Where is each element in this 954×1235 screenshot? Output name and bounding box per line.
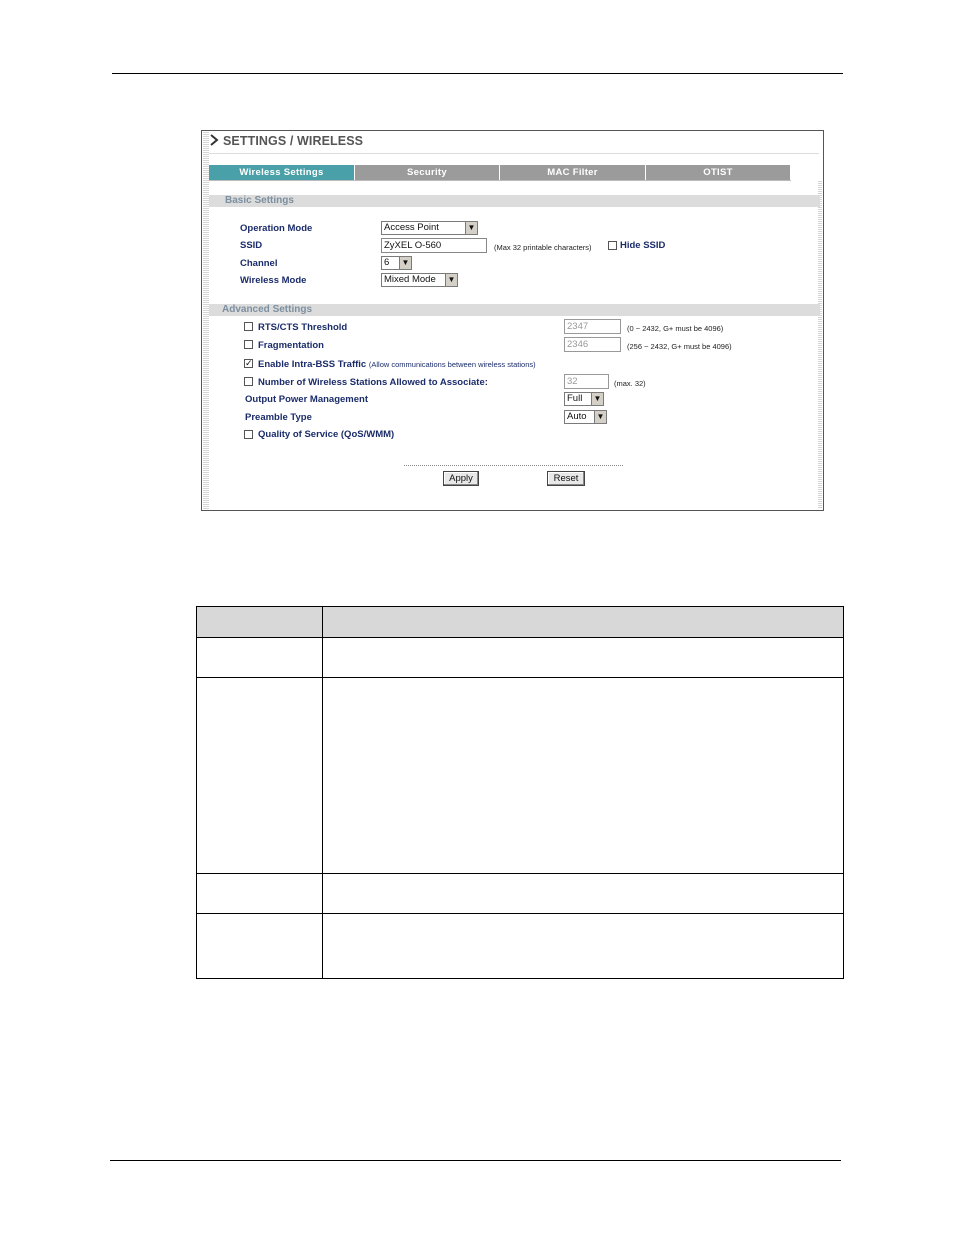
fragmentation-input[interactable]: 2346 — [564, 337, 621, 352]
left-decor-bars — [203, 132, 209, 509]
preamble-value: Auto — [567, 411, 587, 422]
operation-mode-value: Access Point — [384, 222, 439, 233]
table-cell — [323, 638, 844, 678]
wireless-mode-value: Mixed Mode — [384, 274, 436, 285]
rts-checkbox[interactable] — [244, 322, 253, 331]
table-cell — [197, 678, 323, 874]
qos-label: Quality of Service (QoS/WMM) — [258, 429, 395, 440]
basic-settings-heading: Basic Settings — [209, 195, 820, 207]
qos-checkbox[interactable] — [244, 430, 253, 439]
stations-checkbox[interactable] — [244, 377, 253, 386]
table-cell — [323, 874, 844, 914]
table-header-row — [197, 607, 844, 638]
channel-select[interactable] — [381, 256, 412, 270]
footer-rule — [110, 1160, 841, 1161]
reset-button[interactable]: Reset — [547, 471, 585, 486]
intra-bss-sublabel: (Allow communications between wireless stations) — [368, 360, 536, 369]
right-decor-bars — [818, 181, 822, 509]
wireless-mode-select[interactable] — [381, 273, 458, 287]
tab-security[interactable]: Security — [355, 165, 500, 180]
rts-hint: (0 ~ 2432, G+ must be 4096) — [627, 324, 724, 333]
stations-label: Number of Wireless Stations Allowed to Associate: — [258, 377, 488, 388]
wireless-mode-label: Wireless Mode — [240, 275, 307, 286]
title-divider — [209, 153, 819, 154]
fragmentation-hint: (256 ~ 2432, G+ must be 4096) — [627, 342, 732, 351]
preamble-label: Preamble Type — [245, 412, 312, 423]
table-cell — [323, 678, 844, 874]
tab-bar — [209, 165, 791, 180]
operation-mode-label: Operation Mode — [240, 223, 313, 234]
tab-otist[interactable]: OTIST — [646, 165, 791, 180]
arrow-icon — [210, 134, 220, 146]
table-row — [197, 678, 844, 874]
hide-ssid-checkbox[interactable] — [608, 241, 617, 250]
wireless-settings-screenshot — [201, 130, 824, 511]
chevron-down-icon: ▼ — [465, 222, 477, 234]
tab-underline — [209, 180, 791, 181]
page-title — [210, 134, 363, 148]
output-power-label: Output Power Management — [245, 394, 368, 405]
ssid-input[interactable]: ZyXEL O-560 — [381, 238, 487, 253]
check-icon: ✓ — [245, 358, 253, 368]
rts-label: RTS/CTS Threshold — [258, 322, 348, 333]
page-title-text: SETTINGS / WIRELESS — [223, 134, 364, 148]
table-cell — [197, 874, 323, 914]
table-row — [197, 638, 844, 678]
button-divider — [404, 465, 623, 466]
fragmentation-label: Fragmentation — [258, 340, 324, 351]
channel-label: Channel — [240, 258, 278, 269]
intra-bss-label-text: Enable Intra-BSS Traffic — [258, 359, 367, 370]
preamble-select[interactable] — [564, 410, 607, 424]
output-power-select[interactable] — [564, 392, 604, 406]
ssid-label: SSID — [240, 240, 263, 251]
table-cell — [197, 914, 323, 979]
operation-mode-select[interactable] — [381, 221, 478, 235]
tab-mac-filter[interactable]: MAC Filter — [500, 165, 646, 180]
stations-hint: (max. 32) — [614, 379, 646, 388]
fragmentation-checkbox[interactable] — [244, 340, 253, 349]
header-rule — [112, 73, 843, 74]
rts-input[interactable]: 2347 — [564, 319, 621, 334]
ssid-hint: (Max 32 printable characters) — [494, 243, 592, 252]
chevron-down-icon: ▼ — [594, 411, 606, 423]
apply-button[interactable]: Apply — [443, 471, 479, 486]
chevron-down-icon: ▼ — [399, 257, 411, 269]
chevron-down-icon: ▼ — [445, 274, 457, 286]
table-row — [197, 874, 844, 914]
chevron-down-icon: ▼ — [591, 393, 603, 405]
advanced-settings-heading: Advanced Settings — [209, 304, 820, 316]
table-header-cell — [197, 607, 323, 638]
stations-input[interactable]: 32 — [564, 374, 609, 389]
intra-bss-checkbox[interactable] — [244, 359, 253, 368]
channel-value: 6 — [384, 257, 390, 268]
table-row — [197, 914, 844, 979]
hide-ssid-label: Hide SSID — [620, 240, 666, 251]
tab-wireless-settings[interactable]: Wireless Settings — [209, 165, 355, 180]
description-table — [196, 606, 844, 979]
table-cell — [323, 914, 844, 979]
table-cell — [197, 638, 323, 678]
output-power-value: Full — [567, 393, 583, 404]
table-header-cell — [323, 607, 844, 638]
intra-bss-label — [258, 359, 536, 370]
